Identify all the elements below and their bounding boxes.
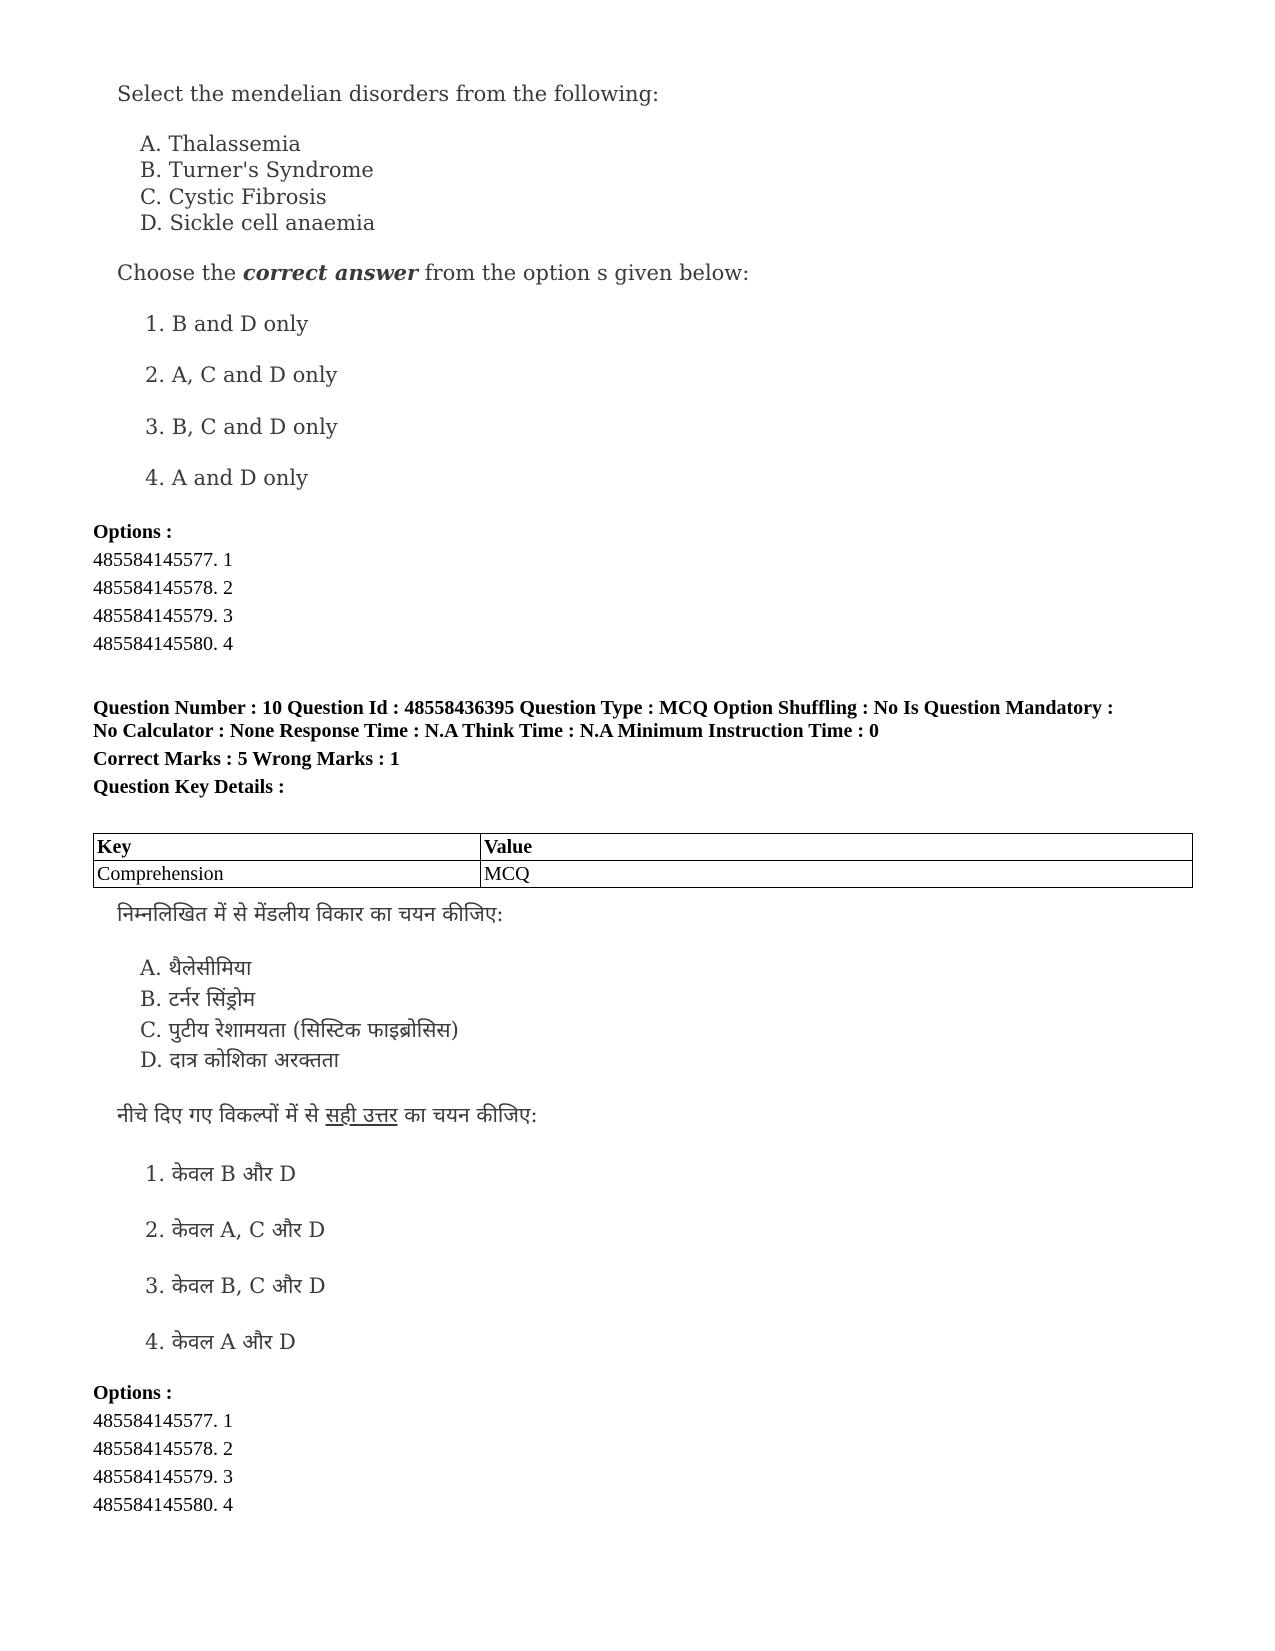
table-cell-value: MCQ (481, 861, 1193, 888)
list-item: D. Sickle cell anaemia (140, 211, 376, 235)
choose-emphasis: सही उत्तर (325, 1103, 398, 1127)
answer-choice: 3. B, C and D only (145, 415, 338, 439)
list-item: B. टर्नर सिंड्रोम (140, 987, 256, 1011)
list-item: C. पुटीय रेशामयता (सिस्टिक फाइब्रोसिस) (140, 1018, 459, 1042)
option-line: 485584145580. 4 (93, 633, 233, 655)
option-line: 485584145577. 1 (93, 549, 233, 571)
options-label: Options : (93, 1382, 173, 1404)
table-header-key: Key (94, 834, 481, 861)
key-value-table (93, 833, 1193, 888)
choose-suffix: from the option s given below: (418, 261, 750, 285)
options-label: Options : (93, 521, 173, 543)
question-meta-line-2: No Calculator : None Response Time : N.A Think Time : N.A Minimum Instruction Time : 0 (93, 720, 879, 742)
option-line: 485584145578. 2 (93, 1438, 233, 1460)
question-meta-line-1: Question Number : 10 Question Id : 48558436395 Question Type : MCQ Option Shuffling : No Is Question Mandatory : (93, 697, 1114, 719)
option-line: 485584145580. 4 (93, 1494, 233, 1516)
list-item: D. दात्र कोशिका अरक्तता (140, 1048, 340, 1072)
answer-choice: 2. केवल A, C और D (145, 1218, 326, 1242)
answer-choice: 3. केवल B, C और D (145, 1274, 326, 1298)
table-header-value: Value (481, 834, 1193, 861)
choose-instruction (117, 1101, 538, 1129)
option-line: 485584145579. 3 (93, 1466, 233, 1488)
answer-choice: 1. केवल B और D (145, 1162, 297, 1186)
choose-instruction (117, 260, 749, 285)
list-item: B. Turner's Syndrome (140, 158, 374, 182)
table-header-row (94, 834, 1193, 861)
list-item: A. थैलेसीमिया (140, 956, 252, 980)
answer-choice: 1. B and D only (145, 312, 309, 336)
table-cell-key: Comprehension (94, 861, 481, 888)
marks-line: Correct Marks : 5 Wrong Marks : 1 (93, 748, 400, 770)
choose-prefix: नीचे दिए गए विकल्पों में से (117, 1103, 326, 1127)
question-stem: निम्नलिखित में से मेंडलीय विकार का चयन कीजिए: (117, 902, 504, 926)
choose-prefix: Choose the (117, 261, 243, 285)
answer-choice: 2. A, C and D only (145, 363, 338, 387)
table-row (94, 861, 1193, 888)
answer-choice: 4. केवल A और D (145, 1330, 296, 1354)
answer-choice: 4. A and D only (145, 466, 308, 490)
option-line: 485584145577. 1 (93, 1410, 233, 1432)
option-line: 485584145579. 3 (93, 605, 233, 627)
choose-suffix: का चयन कीजिए: (397, 1103, 538, 1127)
key-details-label: Question Key Details : (93, 776, 285, 798)
list-item: A. Thalassemia (140, 132, 301, 156)
question-stem: Select the mendelian disorders from the following: (117, 82, 660, 106)
list-item: C. Cystic Fibrosis (140, 185, 327, 209)
option-line: 485584145578. 2 (93, 577, 233, 599)
choose-emphasis: correct answer (242, 260, 419, 285)
